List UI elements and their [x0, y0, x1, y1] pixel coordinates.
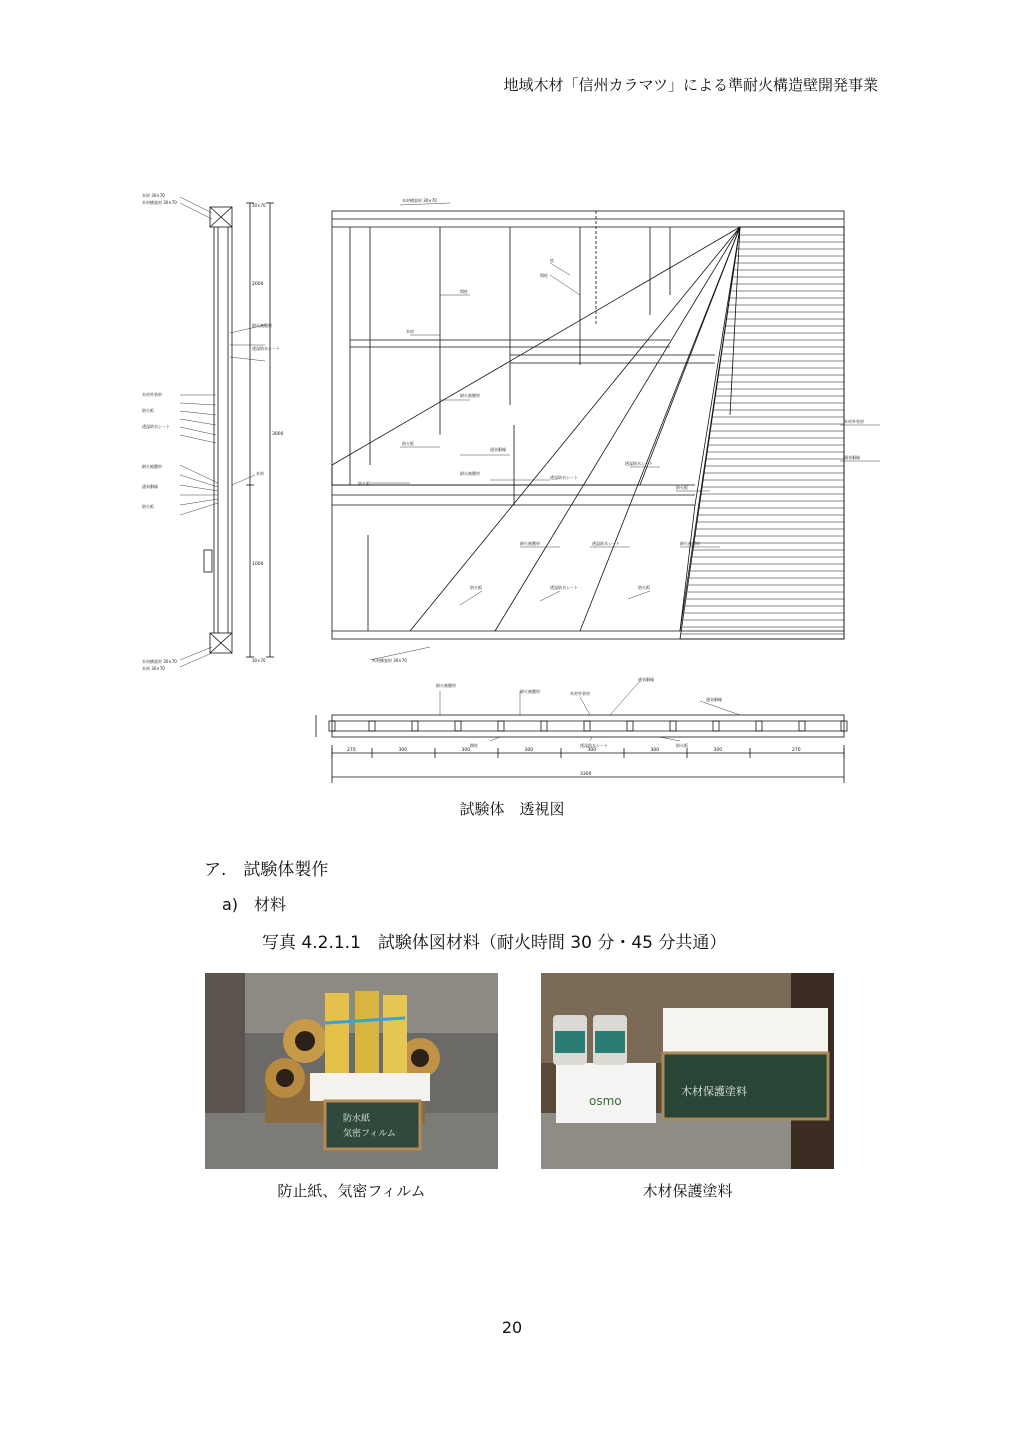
svg-text:30×70: 30×70 — [252, 658, 266, 663]
svg-text:3300: 3300 — [580, 772, 592, 777]
svg-text:気密フィルム: 気密フィルム — [343, 1129, 396, 1139]
svg-text:透湿防水シート: 透湿防水シート — [252, 346, 280, 351]
svg-text:通気胴縁: 通気胴縁 — [142, 484, 158, 489]
photo-caption: 防止紙、気密フィルム — [277, 1182, 426, 1200]
test-specimen-drawing — [140, 185, 880, 785]
svg-text:透湿防水シート: 透湿防水シート — [580, 743, 608, 748]
svg-text:3000: 3000 — [272, 432, 284, 437]
dimension-label: 300 — [713, 748, 723, 753]
svg-text:透湿防水シート: 透湿防水シート — [550, 475, 578, 480]
dimension-label: 300 — [650, 748, 660, 753]
dimension-label: 300 — [587, 748, 597, 753]
svg-text:間柱: 間柱 — [470, 743, 478, 748]
svg-text:防火板: 防火板 — [358, 481, 370, 486]
svg-text:耐火被覆材: 耐火被覆材 — [520, 689, 540, 694]
svg-text:防火板: 防火板 — [676, 485, 688, 490]
svg-text:osmo: osmo — [589, 1094, 622, 1108]
svg-text:透湿防水シート: 透湿防水シート — [550, 585, 578, 590]
svg-text:通気胴縁: 通気胴縁 — [490, 447, 506, 452]
svg-text:通気胴縁: 通気胴縁 — [844, 455, 860, 460]
subsection-heading: a) 材料 — [222, 895, 287, 914]
svg-text:木材 30×70: 木材 30×70 — [142, 193, 165, 198]
svg-text:木材横架材 30×70: 木材横架材 30×70 — [402, 198, 437, 203]
svg-text:木材外装材: 木材外装材 — [142, 392, 162, 397]
svg-text:耐火被覆材: 耐火被覆材 — [142, 464, 162, 469]
svg-text:防火板: 防火板 — [676, 743, 688, 748]
vertical-section — [204, 203, 274, 657]
svg-text:防火板: 防火板 — [638, 585, 650, 590]
svg-text:木材横架材 30×70: 木材横架材 30×70 — [142, 659, 177, 664]
dimension-label: 300 — [524, 748, 534, 753]
svg-text:2000: 2000 — [252, 282, 264, 287]
dimension-label: 270 — [792, 748, 801, 753]
svg-text:耐火被覆材: 耐火被覆材 — [252, 323, 272, 328]
svg-text:木材横架材 30×70: 木材横架材 30×70 — [372, 658, 407, 663]
svg-text:防火板: 防火板 — [142, 408, 154, 413]
photo-caption: 木材保護塗料 — [642, 1182, 733, 1200]
perspective-elevation — [332, 211, 844, 639]
svg-text:耐火被覆材: 耐火被覆材 — [460, 393, 480, 398]
svg-text:木材 30×70: 木材 30×70 — [142, 666, 165, 671]
page-number: 20 — [501, 1318, 523, 1337]
svg-text:木材外装材: 木材外装材 — [844, 419, 864, 424]
photo-waterproof-paper — [205, 973, 498, 1169]
svg-text:防水紙: 防水紙 — [343, 1114, 371, 1124]
page-header: 地域木材「信州カラマツ」による準耐火構造壁開発事業 — [503, 76, 878, 94]
svg-text:1000: 1000 — [252, 562, 264, 567]
photo-group-title: 写真 4.2.1.1 試験体図材料（耐火時間 30 分・45 分共通） — [262, 933, 727, 953]
svg-text:耐火被覆材: 耐火被覆材 — [520, 541, 540, 546]
svg-text:防火板: 防火板 — [402, 441, 414, 446]
svg-text:透湿防水シート: 透湿防水シート — [625, 461, 653, 466]
dimension-label: 300 — [398, 748, 408, 753]
svg-text:耐火被覆材: 耐火被覆材 — [460, 471, 480, 476]
svg-text:間柱: 間柱 — [540, 273, 548, 278]
svg-text:木材: 木材 — [406, 329, 414, 334]
svg-text:通気胴縁: 通気胴縁 — [706, 697, 722, 702]
svg-text:透湿防水シート: 透湿防水シート — [592, 541, 620, 546]
drawing-caption: 試験体 透視図 — [459, 800, 565, 818]
svg-text:木材外装材: 木材外装材 — [570, 691, 590, 696]
svg-text:柱: 柱 — [550, 258, 554, 263]
dimension-label: 300 — [461, 748, 471, 753]
section-heading: ア. 試験体製作 — [204, 860, 329, 880]
dimension-label: 270 — [347, 748, 356, 753]
svg-text:耐火被覆材: 耐火被覆材 — [436, 683, 456, 688]
svg-text:木材保護塗料: 木材保護塗料 — [681, 1085, 747, 1098]
photo-wood-preservative — [541, 973, 834, 1169]
svg-text:防火板: 防火板 — [470, 585, 482, 590]
svg-text:通気胴縁: 通気胴縁 — [638, 677, 654, 682]
svg-text:木材横架材 30×70: 木材横架材 30×70 — [142, 200, 177, 205]
svg-text:透湿防水シート: 透湿防水シート — [142, 424, 170, 429]
svg-text:耐火被覆材: 耐火被覆材 — [680, 541, 700, 546]
svg-text:間柱: 間柱 — [460, 289, 468, 294]
svg-text:木材: 木材 — [256, 471, 264, 476]
svg-text:30×70: 30×70 — [252, 203, 266, 208]
svg-text:防火板: 防火板 — [142, 504, 154, 509]
